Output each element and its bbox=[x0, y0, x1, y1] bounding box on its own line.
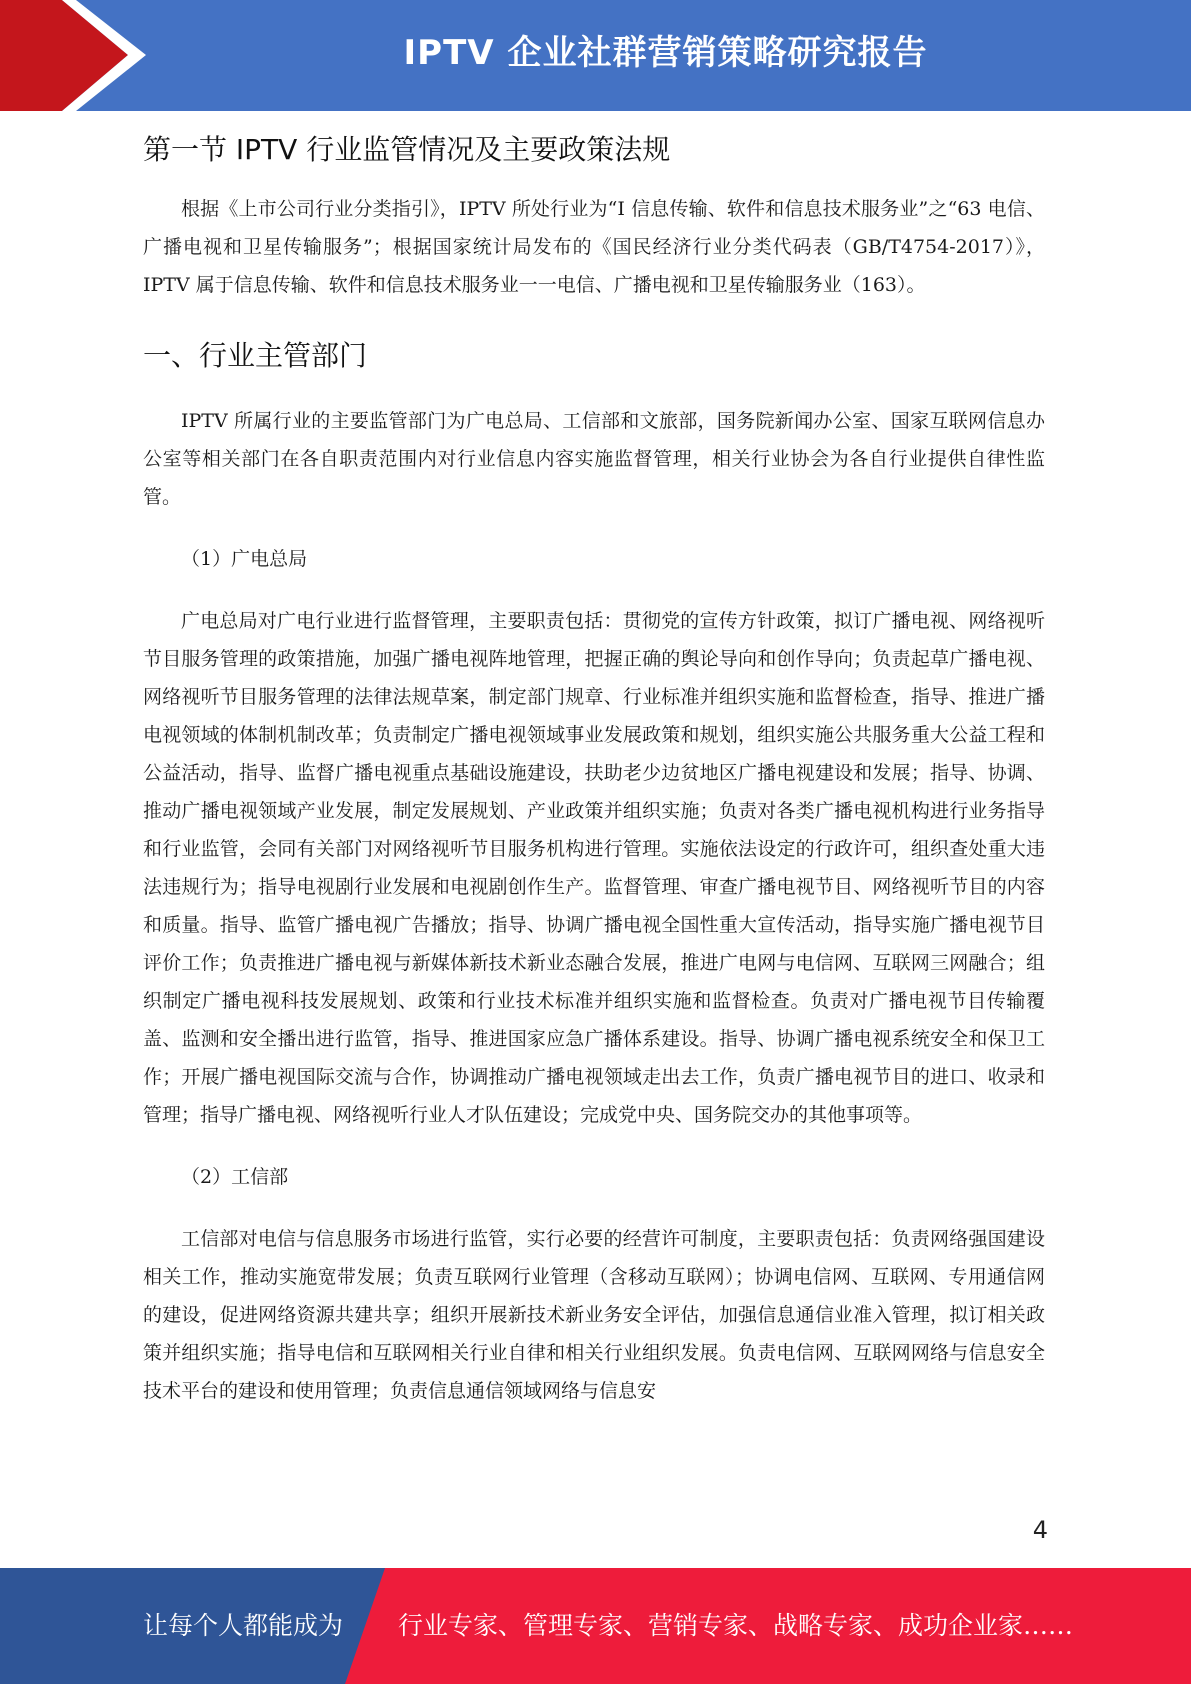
subheading-miit: （2）工信部 bbox=[181, 1166, 289, 1188]
document-body bbox=[143, 128, 1045, 1410]
header-chevron-graphic bbox=[0, 0, 160, 111]
footer-slogan-left: 让每个人都能成为 bbox=[143, 1611, 344, 1640]
section-intro-paragraph: 根据《上市公司行业分类指引》，IPTV 所处行业为“I 信息传输、软件和信息技术服务业”之“63 电信、广播电视和卫星传输服务”；根据国家统计局发布的《国民经济行业分类代码表（GB/T4754-2017）》，IPTV 属于信息传输、软件和信息技术服务业一一电信、广播电视和卫星传输服务业（163）。 bbox=[143, 198, 1045, 296]
page-number: 4 bbox=[1032, 1516, 1048, 1544]
header-banner bbox=[0, 0, 1191, 111]
footer-banner bbox=[0, 1568, 1191, 1684]
footer-slogan-right: 行业专家、管理专家、营销专家、战略专家、成功企业家…… bbox=[398, 1611, 1074, 1640]
report-title: IPTV 企业社群营销策略研究报告 bbox=[403, 33, 928, 73]
regulators-intro-paragraph: IPTV 所属行业的主要监管部门为广电总局、工信部和文旅部，国务院新闻办公室、国家互联网信息办公室等相关部门在各自职责范围内对行业信息内容实施监督管理，相关行业协会为各自行业提供自律性监管。 bbox=[143, 410, 1045, 508]
subheading-sarft: （1）广电总局 bbox=[181, 548, 308, 570]
part-title-regulators: 一、行业主管部门 bbox=[143, 339, 368, 372]
section-title: 第一节 IPTV 行业监管情况及主要政策法规 bbox=[143, 133, 671, 166]
miit-paragraph: 工信部对电信与信息服务市场进行监管，实行必要的经营许可制度，主要职责包括：负责网络强国建设相关工作，推动实施宽带发展；负责互联网行业管理（含移动互联网）；协调电信网、互联网、专用通信网的建设，促进网络资源共建共享；组织开展新技术新业务安全评估，加强信息通信业准入管理，拟订相关政策并组织实施；指导电信和互联网相关行业自律和相关行业组织发展。负责电信网、互联网网络与信息安全技术平台的建设和使用管理；负责信息通信领域网络与信息安 bbox=[143, 1228, 1045, 1402]
sarft-paragraph: 广电总局对广电行业进行监督管理，主要职责包括：贯彻党的宣传方针政策，拟订广播电视、网络视听节目服务管理的政策措施，加强广播电视阵地管理，把握正确的舆论导向和创作导向；负责起草广播电视、网络视听节目服务管理的法律法规草案，制定部门规章、行业标准并组织实施和监督检查，指导、推进广播电视领域的体制机制改革；负责制定广播电视领域事业发展政策和规划，组织实施公共服务重大公益工程和公益活动，指导、监督广播电视重点基础设施建设，扶助老少边贫地区广播电视建设和发展；指导、协调、推动广播电视领域产业发展，制定发展规划、产业政策并组织实施；负责对各类广播电视机构进行业务指导和行业监管，会同有关部门对网络视听节目服务机构进行管理。实施依法设定的行政许可，组织查处重大违法违规行为；指导电视剧行业发展和电视剧创作生产。监督管理、审查广播电视节目、网络视听节目的内容和质量。指导、监管广播电视广告播放；指导、协调广播电视全国性重大宣传活动，指导实施广播电视节目评价工作；负责推进广播电视与新媒体新技术新业态融合发展，推进广电网与电信网、互联网三网融合；组织制定广播电视科技发展规划、政策和行业技术标准并组织实施和监督检查。负责对广播电视节目传输覆盖、监测和安全播出进行监管，指导、推进国家应急广播体系建设。指导、协调广播电视系统安全和保卫工作；开展广播电视国际交流与合作，协调推动广播电视领域走出去工作，负责广播电视节目的进口、收录和管理；指导广播电视、网络视听行业人才队伍建设；完成党中央、国务院交办的其他事项等。 bbox=[143, 610, 1045, 1126]
